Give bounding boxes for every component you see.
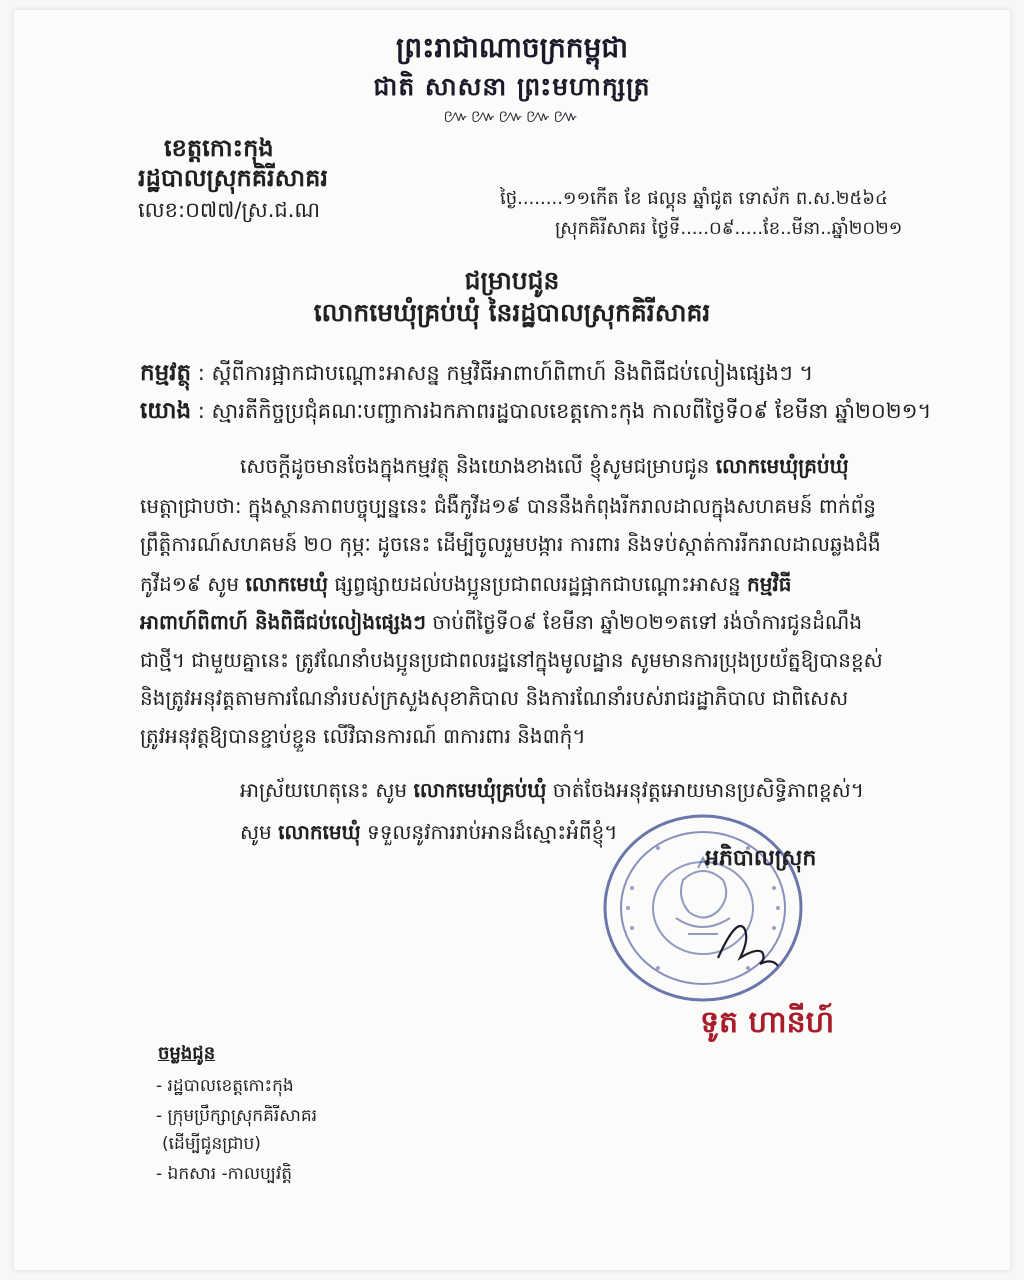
body-emphasis: លោកមេឃុំ — [245, 572, 329, 596]
handwritten-signature — [718, 926, 778, 966]
subject-line — [140, 362, 813, 385]
reference-label: យោង — [140, 398, 192, 424]
subject-text: : ស្តីពីការផ្អាកជាបណ្តោះអាសន្ន កម្មវិធីអាពាហ៍ពិពាហ៍ និងពិធីជប់លៀងផ្សេងៗ ។ — [197, 361, 814, 385]
official-seal — [598, 808, 808, 1008]
cc-item-note: (ដើម្បីជូនជ្រាប) — [162, 1134, 261, 1154]
reference-text: : ស្មារតីកិច្ចប្រជុំគណៈបញ្ជាការឯកភាពរដ្ឋបាលខេត្តកោះកុង កាលពីថ្ងៃទី០៩ ខែមីនា ឆ្នាំ២០២១។ — [197, 399, 932, 423]
issuer-province: ខេត្តកោះកុង — [164, 134, 274, 162]
body-line-4 — [140, 574, 791, 594]
body-text: ទទួលនូវការរាប់អានដ៏ស្មោះអំពីខ្ញុំ។ — [360, 820, 618, 844]
body-emphasis: លោកមេឃុំ — [278, 820, 361, 844]
body-line-3: ព្រឹត្តិការណ៍សហគមន៍ ២០ កុម្ភៈ ដូចនេះ ដើម្បីចូលរួមបង្ការ ការពារ និងទប់ស្កាត់ការរីករាលដាលឆ្លងជំងឺ — [140, 532, 881, 556]
kingdom-title: ព្រះរាជាណាចក្រកម្ពុជា — [395, 31, 628, 64]
closing-salutation — [240, 822, 618, 842]
body-line-5 — [140, 612, 862, 632]
body-text: ចាប់ពីថ្ងៃទី០៩ ខែមីនា ឆ្នាំ២០២១តទៅ រង់ចាំការជូនដំណឹង — [425, 610, 863, 634]
national-motto: ជាតិ សាសនា ព្រះមហាក្សត្រ — [373, 72, 651, 101]
body-text: កូវីដ១៩ សូម — [140, 572, 246, 596]
lunar-date: ថ្ងៃ........១១កេីត ខែ ផល្គុន ឆ្នាំជូត ទោស័ក ព.ស.២៥៦៤ — [500, 188, 888, 209]
closing-request — [240, 780, 864, 800]
body-text: ផ្សព្វផ្សាយដល់បងប្អូនប្រជាពលរដ្ឋផ្អាកជាបណ្តោះអាសន្ន — [328, 572, 747, 596]
body-line-6: ជាថ្មី។ ជាមួយគ្នានេះ ត្រូវណែនាំបងប្អូនប្រជាពលរដ្ឋនៅក្នុងមូលដ្ឋាន សូមមានការប្រុងប្រយ័ត្នឱ្យបានខ្ពស់ — [140, 648, 883, 672]
header-ornament: ៚៚៚៚៚ — [443, 106, 581, 127]
cc-item: - ក្រុមប្រឹក្សាស្រុកគិរីសាគរ — [156, 1106, 318, 1126]
body-emphasis: លោកមេឃុំគ្រប់ឃុំ — [413, 778, 547, 802]
issuer-district: រដ្ឋបាលស្រុកគិរីសាគរ — [138, 164, 328, 192]
reference-line — [140, 400, 931, 423]
body-line-1 — [240, 456, 849, 476]
cc-item: - រដ្ឋបាលខេត្តកោះកុង — [156, 1076, 294, 1096]
signatory-title: អភិបាលស្រុក — [705, 846, 817, 871]
body-emphasis: អាពាហ៍ពិពាហ៍ និងពិធីជប់លៀងផ្សេងៗ — [140, 610, 426, 634]
body-text: សូម — [240, 820, 279, 844]
reference-number: លេខ:០៧៧/ស្រ.ជ.ណ — [138, 198, 321, 222]
body-emphasis: កម្មវិធី — [747, 572, 792, 596]
cc-item: - ឯកសារ -កាលប្បវត្តិ — [156, 1164, 293, 1184]
cc-heading: ចម្លងជូន — [158, 1043, 216, 1064]
recipient-salutation: ជម្រាបជូន — [464, 266, 560, 295]
body-emphasis: លោកមេឃុំគ្រប់ឃុំ — [715, 454, 849, 478]
recipient-name: លោកមេឃុំគ្រប់ឃុំ នៃរដ្ឋបាលស្រុកគិរីសាគរ — [313, 298, 711, 327]
signatory-name: ទូត ហានីហ៍ — [700, 1005, 835, 1040]
body-text: ចាត់ចែងអនុវត្តអោយមានប្រសិទ្ធិភាពខ្ពស់។ — [546, 778, 864, 802]
subject-label: កម្មវត្ថុ — [140, 360, 192, 386]
body-line-2: មេត្តាជ្រាបថា: ក្នុងស្ថានភាពបច្ចុប្បន្ននេះ ជំងឺកូវីដ១៩ បាននឹងកំពុងរីករាលដាលក្នុងសហគមន៍ ពាក់ព័ន្ធ — [140, 494, 876, 518]
solar-date: ស្រុកគិរីសាគរ ថ្ងៃទី.....០៩.....ខែ..មីនា..ឆ្នាំ២០២១ — [555, 218, 903, 239]
body-line-7: និងត្រូវអនុវត្តតាមការណែនាំរបស់ក្រសួងសុខាភិបាល និងការណែនាំរបស់រាជរដ្ឋាភិបាល ជាពិសេស — [140, 686, 849, 710]
body-text: សេចក្តីដូចមានចែងក្នុងកម្មវត្ថុ និងយោងខាងលើ ខ្ញុំសូមជម្រាបជូន — [240, 454, 716, 478]
body-line-8: ត្រូវអនុវត្តឱ្យបានខ្ជាប់ខ្ជួន លើវិធានការណ៍ ៣ការពារ និង៣កុំ។ — [140, 724, 586, 748]
body-text: អាស្រ័យហេតុនេះ សូម — [240, 778, 414, 802]
